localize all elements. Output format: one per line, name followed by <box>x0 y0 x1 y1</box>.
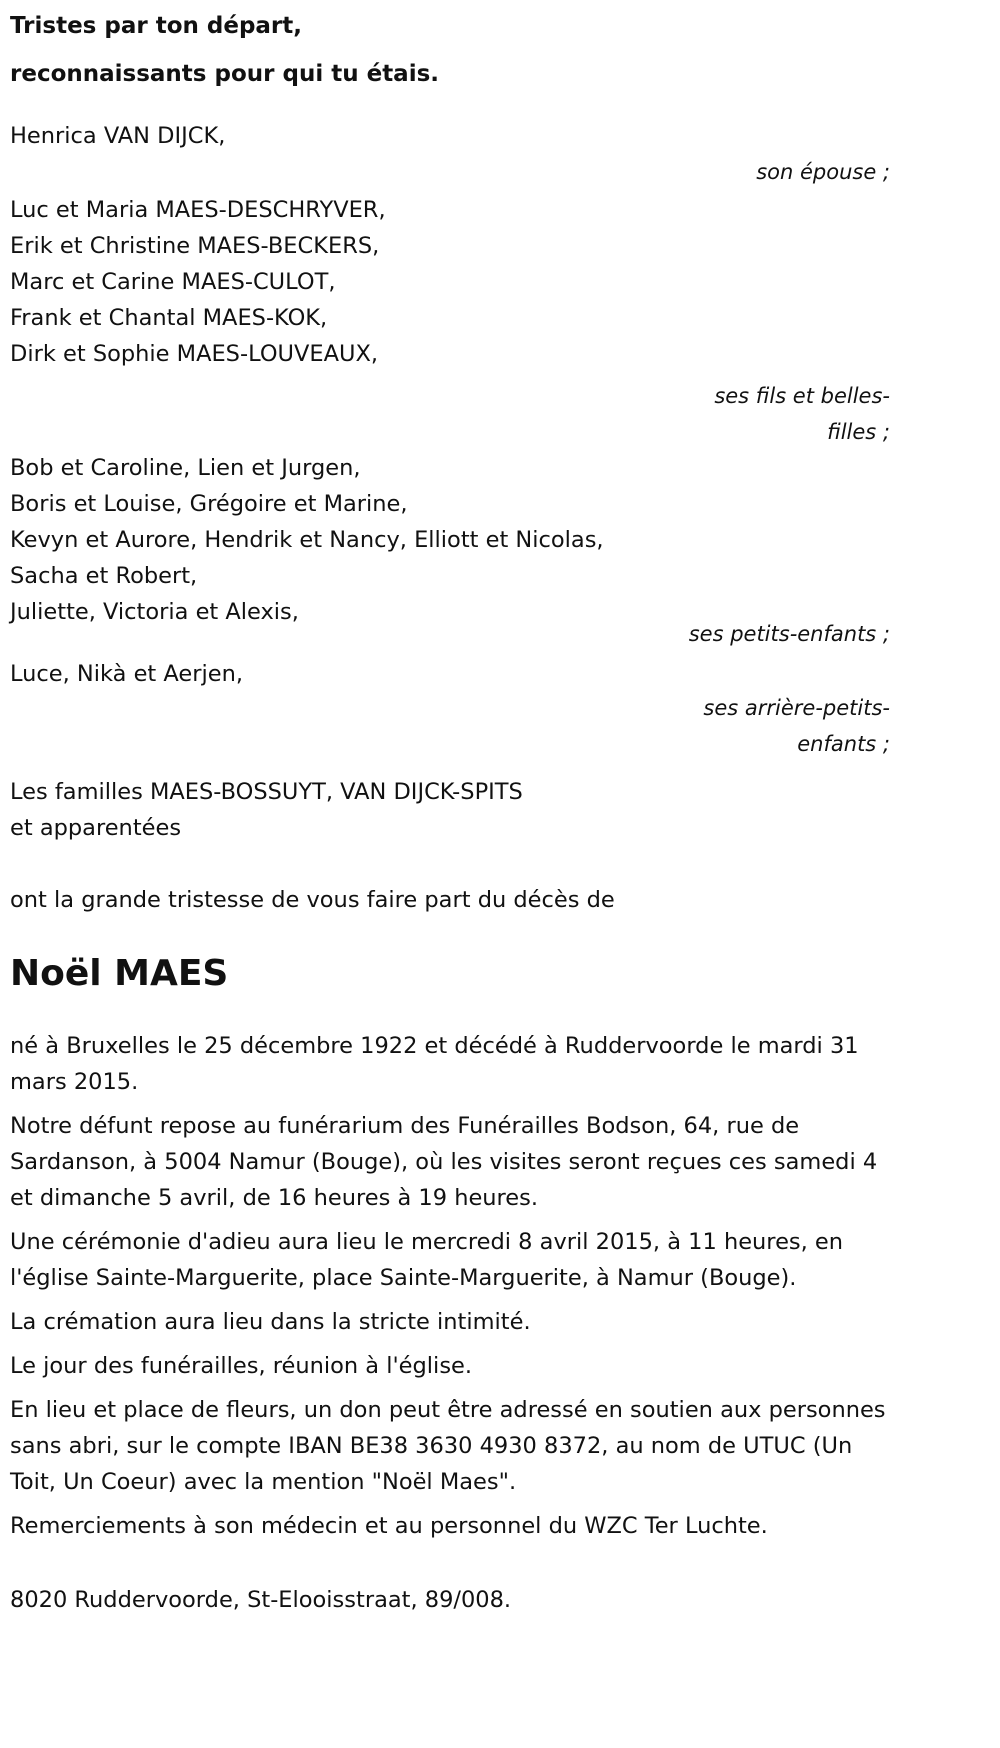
child-couple: Frank et Chantal MAES-KOK, <box>10 305 328 331</box>
details-section <box>10 1028 890 1544</box>
quote-line-2: reconnaissants pour qui tu étais. <box>10 61 440 87</box>
grandchild-line: Kevyn et Aurore, Hendrik et Nancy, Elliott et Nicolas, <box>10 527 604 553</box>
child-couple: Marc et Carine MAES-CULOT, <box>10 269 336 295</box>
great-grandchildren-role <box>10 690 890 762</box>
details-paragraph: né à Bruxelles le 25 décembre 1922 et décédé à Ruddervoorde le mardi 31 mars 2015. <box>10 1033 859 1095</box>
children-role-line-1: ses fils et belles- <box>714 384 890 408</box>
quote-line-1: Tristes par ton départ, <box>10 13 303 39</box>
families-line-1: Les familles MAES-BOSSUYT, VAN DIJCK-SPITS <box>10 779 523 805</box>
address: 8020 Ruddervoorde, St-Elooisstraat, 89/008. <box>10 1587 512 1613</box>
spouse-section <box>10 118 890 190</box>
great-grandchild-line: Luce, Nikà et Aerjen, <box>10 661 243 687</box>
details-paragraph: Notre défunt repose au funérarium des Funérailles Bodson, 64, rue de Sardanson, à 5004 Namur (Bouge), où les visites seront reçues ces samedi 4 et dimanche 5 avril, de 16 heures à 19 heures. <box>10 1113 878 1211</box>
child-couple: Erik et Christine MAES-BECKERS, <box>10 233 380 259</box>
details-paragraph: Une cérémonie d'adieu aura lieu le mercredi 8 avril 2015, à 11 heures, en l'église Sainte-Marguerite, place Sainte-Marguerite, à Namur (Bouge). <box>10 1229 844 1291</box>
obituary-page <box>0 2 1000 1748</box>
grandchild-line: Bob et Caroline, Lien et Jurgen, <box>10 455 361 481</box>
grandchild-line: Sacha et Robert, <box>10 563 198 589</box>
child-couple: Dirk et Sophie MAES-LOUVEAUX, <box>10 341 379 367</box>
grandchildren-role: ses petits-enfants ; <box>688 622 890 646</box>
announcement: ont la grande tristesse de vous faire part du décès de <box>10 887 615 913</box>
details-paragraph: En lieu et place de fleurs, un don peut être adressé en soutien aux personnes sans abri, sur le compte IBAN BE38 3630 4930 8372, au nom de UTUC (Un Toit, Un Coeur) avec la mention "Noël Maes". <box>10 1397 886 1495</box>
great-grandchildren-section <box>10 656 890 762</box>
details-paragraph: La crémation aura lieu dans la stricte intimité. <box>10 1309 531 1335</box>
grandchildren-section <box>10 450 890 652</box>
children-section <box>10 192 890 450</box>
great-grandchildren-role-line-2: enfants ; <box>797 732 890 756</box>
grandchild-line: Juliette, Victoria et Alexis, <box>10 599 299 625</box>
families-line-2: et apparentées <box>10 815 182 841</box>
spouse-name: Henrica VAN DIJCK, <box>10 123 226 149</box>
children-role-line-2: filles ; <box>827 420 890 444</box>
child-couple: Luc et Maria MAES-DESCHRYVER, <box>10 197 386 223</box>
children-role <box>10 378 890 450</box>
details-paragraph: Le jour des funérailles, réunion à l'église. <box>10 1353 473 1379</box>
families-section <box>10 774 890 846</box>
deceased-name: Noël MAES <box>10 953 229 994</box>
great-grandchildren-role-line-1: ses arrière-petits- <box>703 696 890 720</box>
spouse-role: son épouse ; <box>756 160 890 184</box>
grandchild-line: Boris et Louise, Grégoire et Marine, <box>10 491 408 517</box>
details-paragraph: Remerciements à son médecin et au personnel du WZC Ter Luchte. <box>10 1513 768 1539</box>
